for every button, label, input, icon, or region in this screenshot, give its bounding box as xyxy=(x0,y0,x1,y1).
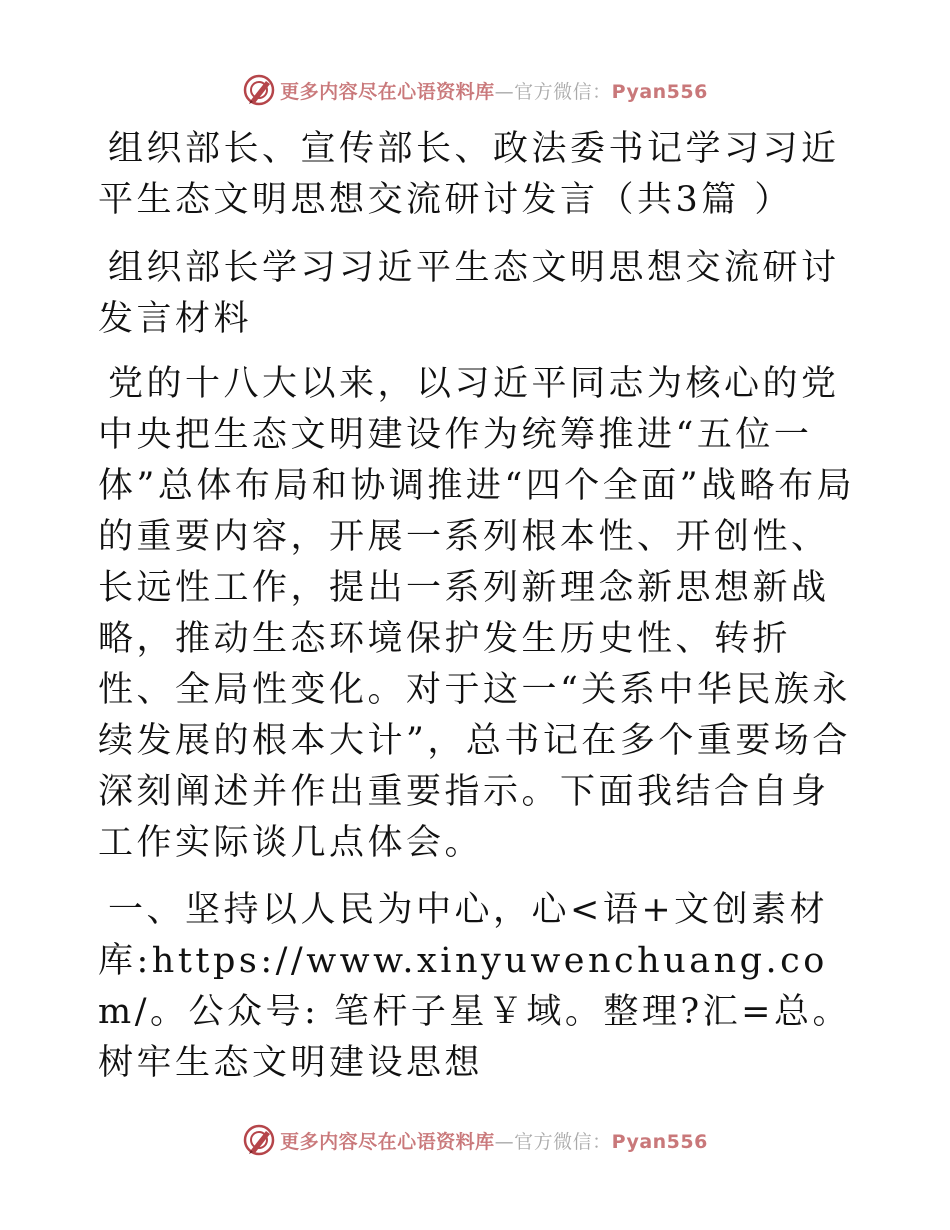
footer-banner-id: Pyan556 xyxy=(611,1130,708,1153)
header-banner-text xyxy=(280,77,708,104)
paragraph-intro: 党的十八大以来，以习近平同志为核心的党中央把生态文明建设作为统筹推进“五位一体”总体布局和协调推进“四个全面”战略布局的重要内容，开展一系列根本性、开创性、长远性工作，提出一系列新理念新思想新战略，推动生态环境保护发生历史性、转折性、全局性变化。对于这一“关系中华民族永续发展的根本大计”，总书记在多个重要场合深刻阐述并作出重要指示。下面我结合自身工作实际谈几点体会。 xyxy=(98,364,856,863)
footer-banner-label: 官方微信： xyxy=(514,1130,612,1153)
header-banner-main: 更多内容尽在心语资料库 xyxy=(280,80,495,103)
header-banner-sep: — xyxy=(494,80,515,103)
document-title: 组织部长、宣传部长、政法委书记学习习近平生态文明思想交流研讨发言（共3篇 ） xyxy=(98,129,840,220)
document-subtitle: 组织部长学习习近平生态文明思想交流研讨发言材料 xyxy=(98,248,840,339)
header-banner-label: 官方微信： xyxy=(514,80,612,103)
paragraph-section-one: 一、坚持以人民为中心，心<语+文创素材库:https://www.xinyuwenchuang.com/。公众号: 笔杆子星￥域。整理?汇=总。树牢生态文明建设思想 xyxy=(98,890,851,1083)
pen-nib-logo-icon xyxy=(242,1123,276,1157)
header-banner xyxy=(0,68,950,112)
document-body xyxy=(98,124,858,1105)
footer-banner-text xyxy=(280,1127,708,1154)
footer-banner xyxy=(0,1118,950,1162)
pen-nib-logo-icon xyxy=(242,73,276,107)
footer-banner-main: 更多内容尽在心语资料库 xyxy=(280,1130,495,1153)
header-banner-id: Pyan556 xyxy=(611,80,708,103)
footer-banner-sep: — xyxy=(494,1130,515,1153)
